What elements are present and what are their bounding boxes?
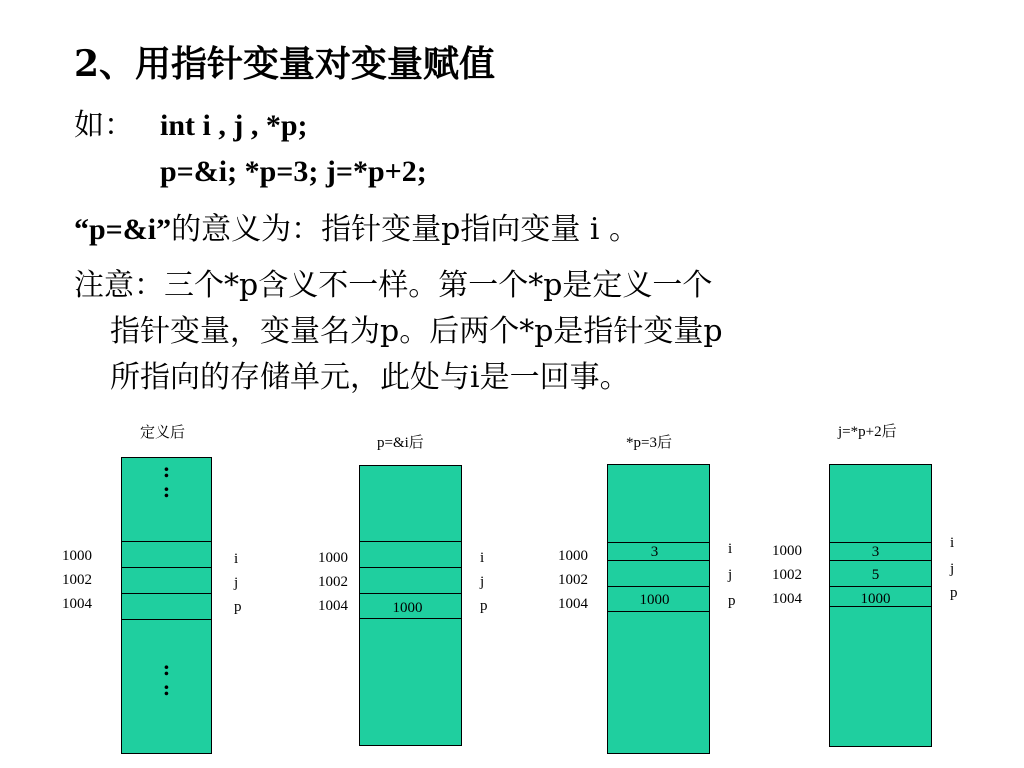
diagram-3-address-1002: 1002 [558, 572, 588, 588]
diagram-2-line [360, 618, 461, 619]
diagram-1-bottom-ellipsis: : : [162, 656, 171, 700]
diagram-4-line [830, 586, 931, 587]
example-prefix: 如： [74, 108, 134, 143]
diagram-2-line [360, 567, 461, 568]
meaning-text: 的意义为：指针变量p指向变量 i 。 [171, 212, 639, 247]
diagram-3-address-1004: 1004 [558, 596, 588, 612]
diagram-1-address-1004: 1004 [62, 596, 92, 612]
slide-heading: 2、用指针变量对变量赋值 [74, 43, 496, 85]
diagram-2-address-1000: 1000 [318, 550, 348, 566]
meaning-line [74, 210, 639, 250]
diagram-3-value-i: 3 [650, 544, 659, 560]
diagram-2-line [360, 541, 461, 542]
diagram-2-address-1004: 1004 [318, 598, 348, 614]
diagram-2-line [360, 593, 461, 594]
diagram-4-title: j=*p+2后 [838, 424, 897, 440]
example-code-line-1: int i , j , *p; [160, 109, 308, 142]
note-line-2: 指针变量，变量名为p。后两个*p是指针变量p [110, 314, 723, 349]
diagram-1-name-j: j [234, 575, 239, 591]
meaning-quote: “p=&i” [74, 213, 172, 246]
diagram-4-name-p: p [950, 585, 958, 601]
diagram-1-title: 定义后 [140, 425, 186, 441]
diagram-3-title: *p=3后 [626, 435, 672, 451]
diagram-1-line [122, 541, 211, 542]
diagram-4-address-1002: 1002 [772, 567, 802, 583]
diagram-2-name-p: p [480, 598, 488, 614]
diagram-1-address-1000: 1000 [62, 548, 92, 564]
diagram-1-memory-column [121, 457, 212, 754]
diagram-2-value-p: 1000 [392, 600, 423, 616]
diagram-2-name-j: j [480, 574, 485, 590]
note-line-3: 所指向的存储单元，此处与i是一回事。 [110, 360, 630, 395]
diagram-2-address-1002: 1002 [318, 574, 348, 590]
diagram-1-name-i: i [234, 551, 239, 567]
diagram-1-top-ellipsis: : : [162, 458, 171, 502]
diagram-4-address-1004: 1004 [772, 591, 802, 607]
diagram-4-name-j: j [950, 561, 955, 577]
diagram-3-name-p: p [728, 593, 736, 609]
diagram-1-line [122, 619, 211, 620]
diagram-3-line [608, 611, 709, 612]
diagram-4-memory-column [829, 464, 932, 747]
diagram-2-memory-column [359, 465, 462, 746]
diagram-3-line [608, 586, 709, 587]
diagram-4-name-i: i [950, 535, 955, 551]
diagram-1-name-p: p [234, 599, 242, 615]
diagram-3-memory-column [607, 464, 710, 754]
diagram-1-line [122, 593, 211, 594]
diagram-4-value-j: 5 [871, 567, 880, 583]
diagram-2-name-i: i [480, 550, 485, 566]
diagram-2-title: p=&i后 [377, 435, 424, 451]
note-line-1: 注意：三个*p含义不一样。第一个*p是定义一个 [74, 268, 713, 303]
diagram-4-address-1000: 1000 [772, 543, 802, 559]
diagram-4-value-p: 1000 [860, 591, 891, 607]
diagram-1-address-1002: 1002 [62, 572, 92, 588]
diagram-3-name-j: j [728, 567, 733, 583]
diagram-3-address-1000: 1000 [558, 548, 588, 564]
diagram-3-value-p: 1000 [639, 592, 670, 608]
diagram-3-name-i: i [728, 541, 733, 557]
diagram-4-value-i: 3 [871, 544, 880, 560]
diagram-1-line [122, 567, 211, 568]
example-code-line-2: p=&i; *p=3; j=*p+2; [160, 155, 427, 188]
